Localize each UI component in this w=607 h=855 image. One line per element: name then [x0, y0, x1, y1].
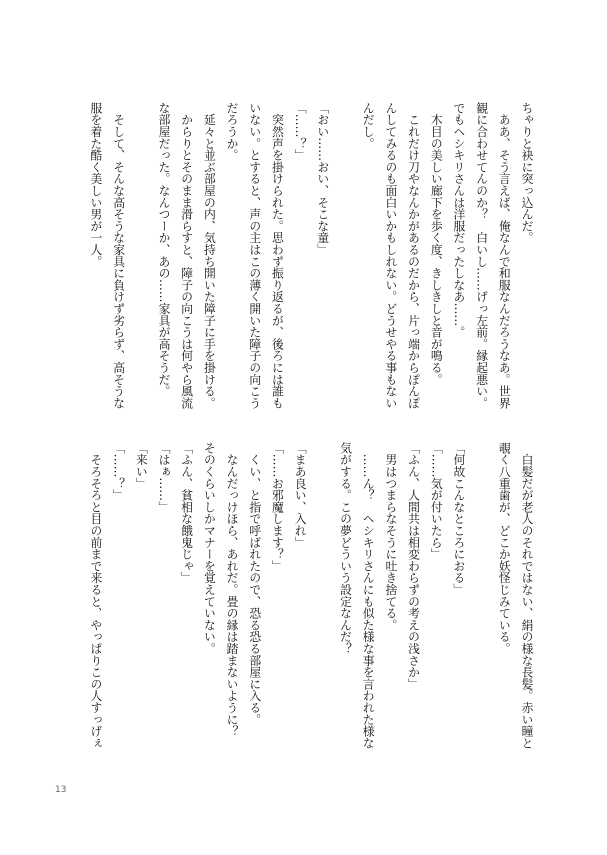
- text-line: 観に合わせてんのか？ 白いし……げっ左前。縁起悪い。: [474, 102, 489, 409]
- text-line: 白髪だが老人のそれではない、絹の様な長髪。赤い瞳と: [520, 442, 534, 749]
- text-line: そろそろと目の前まで来ると、やっぱりこの人すっげぇ: [88, 442, 103, 749]
- text-line: でもヘシキリさんは洋服だったしなあ……。: [451, 102, 466, 338]
- text-line: ちゃりと袂に突っ込んだ。: [520, 102, 534, 244]
- dialogue-line: 「何故こんなところにおる」: [451, 442, 466, 596]
- dialogue-line: 「……お邪魔します？」: [270, 442, 285, 572]
- dialogue-line: 「ふん、人間共は相変わらずの考えの浅さか」: [406, 442, 421, 690]
- text-line: 突然声を掛けられた。思わず振り返るが、後ろには誰も: [270, 102, 285, 409]
- text-line: だろうか。: [225, 102, 240, 161]
- dialogue-line: 「はぁ……」: [157, 442, 171, 513]
- top-tier-text: [84, 102, 538, 432]
- dialogue-line: 「まあ良い、入れ」: [293, 442, 308, 549]
- text-line: んしてみるのも面白いかもしれない。どうせやる事もない: [383, 102, 398, 409]
- dialogue-line: 「……？」: [293, 102, 308, 161]
- text-line: ああ、そう言えば、俺なんで和服なんだろうなあ。世界: [497, 102, 512, 409]
- blank-line: [334, 102, 357, 432]
- text-line: ……ん？ ヘシキリさんにも似た様な事を言われた様な: [361, 442, 376, 749]
- page-number: 13: [55, 785, 67, 795]
- text-line: そして、そんな高そうな家具に負けず劣らず、高そうな: [111, 102, 126, 409]
- blank-line: [470, 442, 493, 772]
- text-line: 服を着た酷く美しい男が一人。: [88, 102, 103, 268]
- text-line: 延々と並ぶ部屋の内、気持ち開いた障子に手を掛ける。: [202, 102, 217, 409]
- dialogue-line: 「ふん、貧相な餓鬼じゃ」: [179, 442, 194, 584]
- text-line: くい、と指で呼ばれたので、恐る恐る部屋に入る。: [247, 442, 262, 726]
- dialogue-line: 「おい……おい、そこな童」: [315, 102, 330, 256]
- text-line: 木目の美しい廊下を歩く度、きしきしと音が鳴る。: [429, 102, 444, 386]
- text-line: 覗く八重歯が、どこか妖怪じみている。: [497, 442, 512, 655]
- blank-line: [130, 102, 153, 432]
- text-line: これだけ刀やなんかがあるのだから、片っ端からぽんぽ: [406, 102, 421, 409]
- dialogue-line: 「来い」: [134, 442, 149, 490]
- text-line: いない。とすると、声の主はこの薄く開いた障子の向こう: [247, 102, 262, 409]
- blank-line: [311, 442, 334, 772]
- text-line: なんだっけほら、あれだ。畳の縁は踏まないように？: [225, 442, 240, 737]
- text-line: んだし。: [361, 102, 376, 150]
- text-line: 男はつまらなそうに吐き捨てる。: [383, 442, 398, 631]
- dialogue-line: 「……気が付いたら」: [429, 442, 444, 560]
- dialogue-line: 「……？」: [111, 442, 126, 501]
- text-line: からりとそのまま滑らすと、障子の向こうは何やら風流: [179, 102, 194, 409]
- text-line: な部屋だった。なんつーか、あの……家具が高そうだ。: [157, 102, 171, 397]
- text-line: そのくらいしかマナーを覚えていない。: [202, 442, 217, 655]
- text-line: 気がする。この夢どういう設定なんだ？: [338, 442, 353, 655]
- bottom-tier-text: [84, 442, 538, 772]
